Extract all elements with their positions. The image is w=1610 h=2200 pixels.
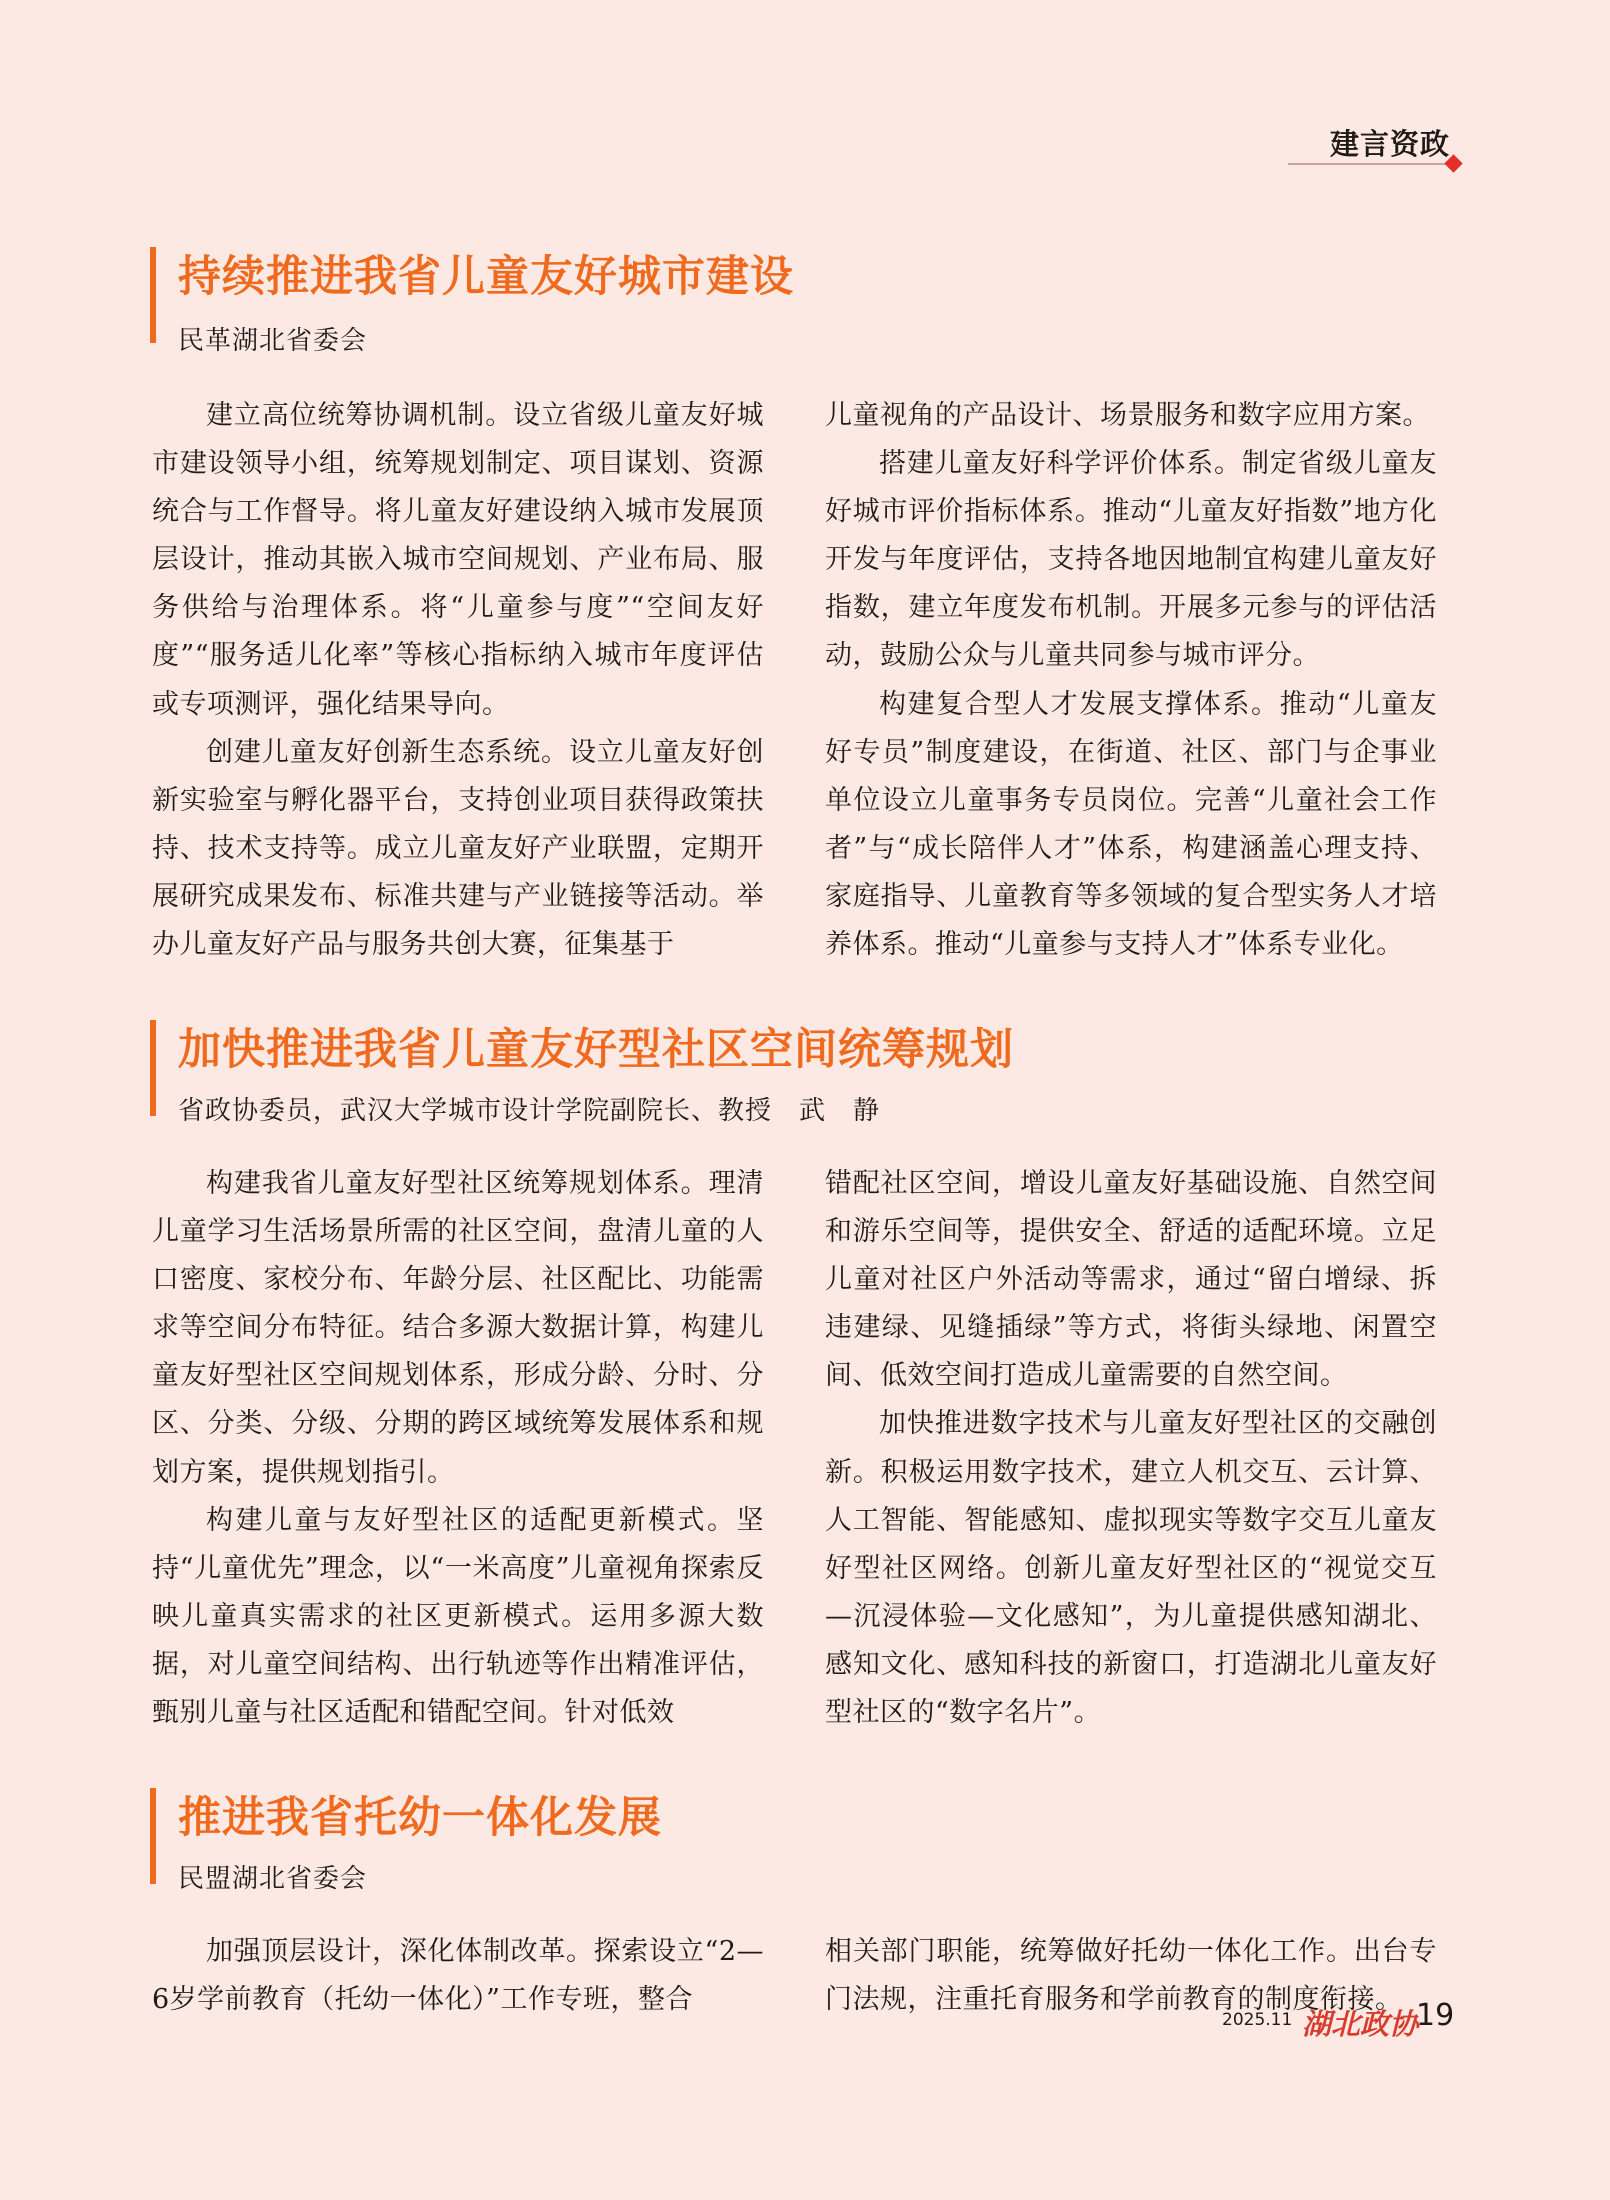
article-1-right-column [825, 392, 1437, 969]
article-2-right-column [825, 1160, 1437, 1737]
page-number: 19 [1416, 1998, 1455, 2033]
article-1-para-2: 创建儿童友好创新生态系统。设立儿童友好创新实验室与孵化器平台，支持创业项目获得政策扶持、技术支持等。成立儿童友好产业联盟，定期开展研究成果发布、标准共建与产业链接等活动。举办儿童友好产品与服务共创大赛，征集基于 [152, 736, 764, 961]
section-tag: 建言资政 [1329, 127, 1450, 161]
article-1-para-3: 搭建儿童友好科学评价体系。制定省级儿童友好城市评价指标体系。推动“儿童友好指数”地方化开发与年度评估，支持各地因地制宜构建儿童友好指数，建立年度发布机制。开展多元参与的评估活动，鼓励公众与儿童共同参与城市评分。 [825, 448, 1437, 672]
article-1-para-4: 构建复合型人才发展支撑体系。推动“儿童友好专员”制度建设，在街道、社区、部门与企事业单位设立儿童事务专员岗位。完善“儿童社会工作者”与“成长陪伴人才”体系，构建涵盖心理支持、家庭指导、儿童教育等多领域的复合型实务人才培养体系。推动“儿童参与支持人才”体系专业化。 [825, 688, 1437, 961]
article-2-para-2: 构建儿童与友好型社区的适配更新模式。坚持“儿童优先”理念，以“一米高度”儿童视角探索反映儿童真实需求的社区更新模式。运用多源大数据，对儿童空间结构、出行轨迹等作出精准评估，甄别儿童与社区适配和错配空间。针对低效 [152, 1504, 764, 1729]
article-3-title: 推进我省托幼一体化发展 [178, 1793, 662, 1843]
footer-issue: 2025.11 [1222, 2010, 1293, 2030]
footer-magazine-logo: 湖北政协 [1302, 2007, 1419, 2041]
article-2-left-column [152, 1160, 764, 1737]
article-1-title-bar [150, 247, 156, 343]
article-3-title-bar [150, 1788, 156, 1884]
article-1-author: 民革湖北省委会 [178, 326, 368, 356]
article-1-para-2-cont: 儿童视角的产品设计、场景服务和数字应用方案。 [825, 400, 1430, 431]
article-2-para-2-cont: 错配社区空间，增设儿童友好基础设施、自然空间和游乐空间等，提供安全、舒适的适配环境。立足儿童对社区户外活动等需求，通过“留白增绿、拆违建绿、见缝插绿”等方式，将街头绿地、闲置空间、低效空间打造成儿童需要的自然空间。 [825, 1168, 1437, 1392]
article-2-title: 加快推进我省儿童友好型社区空间统筹规划 [178, 1025, 1014, 1075]
header-rule [1288, 163, 1448, 165]
article-3-left-column [152, 1928, 764, 2024]
article-2-para-1: 构建我省儿童友好型社区统筹规划体系。理清儿童学习生活场景所需的社区空间，盘清儿童的人口密度、家校分布、年龄分层、社区配比、功能需求等空间分布特征。结合多源大数据计算，构建儿童友好型社区空间规划体系，形成分龄、分时、分区、分类、分级、分期的跨区域统筹发展体系和规划方案，提供规划指引。 [152, 1168, 764, 1488]
article-3-para-1: 加强顶层设计，深化体制改革。探索设立“2—6岁学前教育（托幼一体化）”工作专班，整合 [152, 1936, 764, 2016]
article-2-para-3: 加快推进数字技术与儿童友好型社区的交融创新。积极运用数字技术，建立人机交互、云计算、人工智能、智能感知、虚拟现实等数字交互儿童友好型社区网络。创新儿童友好型社区的“视觉交互—沉浸体验—文化感知”，为儿童提供感知湖北、感知文化、感知科技的新窗口，打造湖北儿童友好型社区的“数字名片”。 [825, 1408, 1437, 1729]
article-2-author: 省政协委员，武汉大学城市设计学院副院长、教授 武 静 [178, 1096, 881, 1126]
article-3-para-1-cont: 相关部门职能，统筹做好托幼一体化工作。出台专门法规，注重托育服务和学前教育的制度衔接。 [825, 1936, 1437, 2016]
article-1-para-1: 建立高位统筹协调机制。设立省级儿童友好城市建设领导小组，统筹规划制定、项目谋划、资源统合与工作督导。将儿童友好建设纳入城市发展顶层设计，推动其嵌入城市空间规划、产业布局、服务供给与治理体系。将“儿童参与度”“空间友好度”“服务适儿化率”等核心指标纳入城市年度评估或专项测评，强化结果导向。 [152, 400, 764, 720]
article-1-left-column [152, 392, 764, 969]
article-2-title-bar [150, 1020, 156, 1116]
article-3-author: 民盟湖北省委会 [178, 1864, 368, 1894]
article-1-title: 持续推进我省儿童友好城市建设 [178, 252, 794, 302]
